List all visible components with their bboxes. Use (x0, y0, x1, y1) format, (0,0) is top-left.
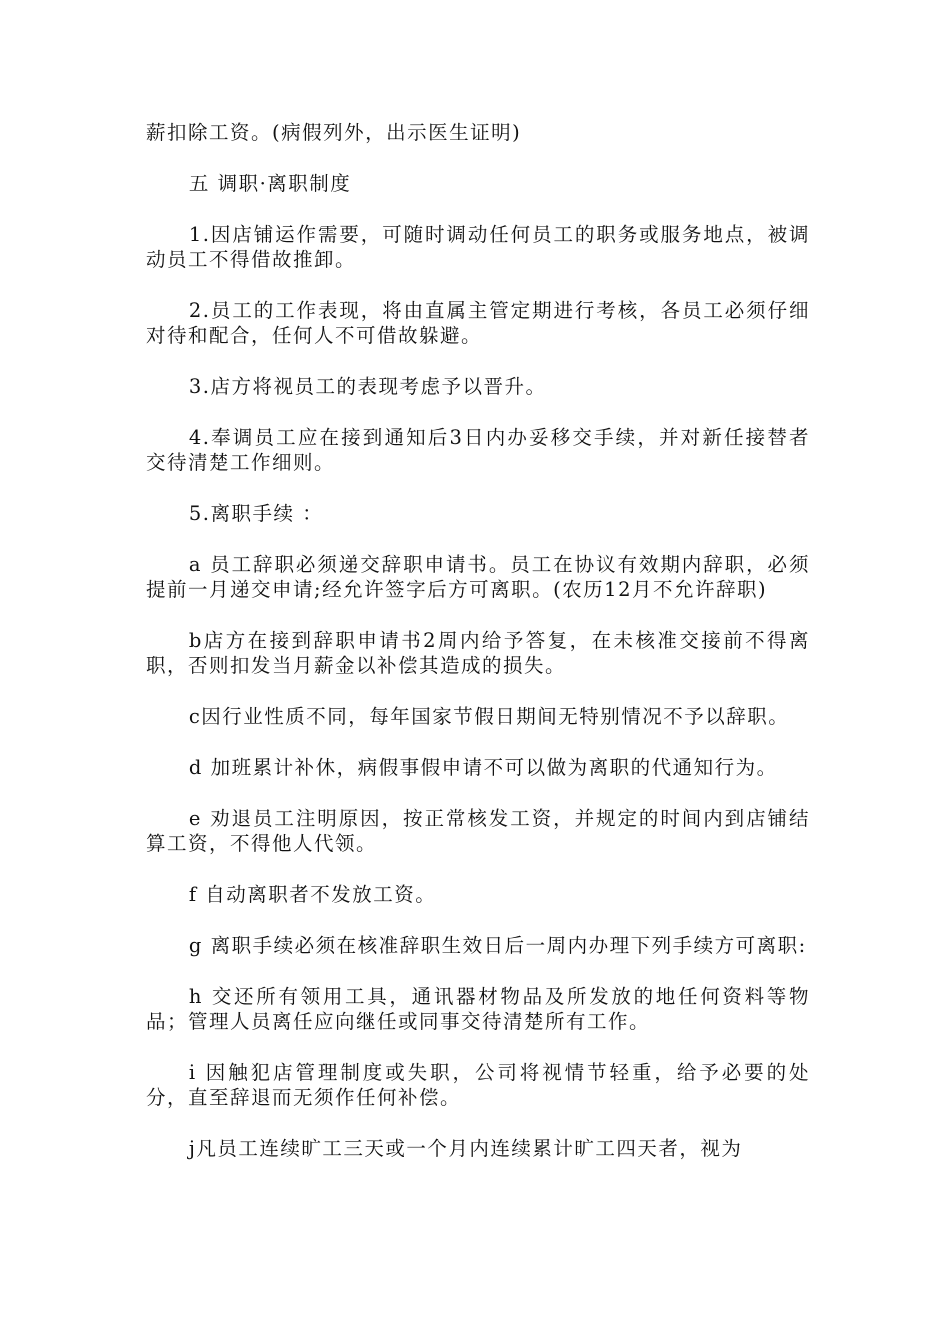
document-body (146, 120, 810, 1187)
paragraph-item-g: g 离职手续必须在核准辞职生效日后一周内办理下列手续方可离职: (188, 934, 807, 957)
paragraph-rule-2: 2.员工的工作表现，将由直属主管定期进行考核，各员工必须仔细对待和配合，任何人不可借故躲避。 (146, 299, 810, 347)
paragraph-item-f: f 自动离职者不发放工资。 (188, 883, 437, 906)
section-heading-transfer-resignation: 五 调职·离职制度 (188, 172, 352, 195)
paragraph-item-b: b店方在接到辞职申请书2周内给予答复，在未核准交接前不得离职，否则扣发当月薪金以补偿其造成的损失。 (146, 629, 810, 677)
paragraph-item-d: d 加班累计补休，病假事假申请不可以做为离职的代通知行为。 (188, 756, 778, 779)
paragraph-item-i: i 因触犯店管理制度或失职，公司将视情节轻重，给予必要的处分，直至辞退而无须作任何补偿。 (146, 1061, 810, 1109)
paragraph-rule-3: 3.店方将视员工的表现考虑予以晋升。 (188, 375, 547, 398)
paragraph-item-h: h 交还所有领用工具，通讯器材物品及所发放的地任何资料等物品；管理人员离任应向继任或同事交待清楚所有工作。 (146, 985, 810, 1033)
paragraph-rule-4: 4.奉调员工应在接到通知后3日内办妥移交手续，并对新任接替者交待清楚工作细则。 (146, 426, 810, 474)
paragraph-item-j: j凡员工连续旷工三天或一个月内连续累计旷工四天者，视为 (188, 1137, 743, 1160)
paragraph-item-c: c因行业性质不同，每年国家节假日期间无特别情况不予以辞职。 (188, 705, 790, 728)
paragraph-continuation: 薪扣除工资。(病假列外，出示医生证明) (146, 121, 522, 144)
paragraph-rule-5-heading: 5.离职手续 ： (188, 502, 324, 525)
paragraph-rule-1: 1.因店铺运作需要，可随时调动任何员工的职务或服务地点，被调动员工不得借故推卸。 (146, 223, 810, 271)
paragraph-item-a: a 员工辞职必须递交辞职申请书。员工在协议有效期内辞职，必须提前一月递交申请;经允许签字后方可离职。(农历12月不允许辞职) (146, 553, 810, 601)
paragraph-item-e: e 劝退员工注明原因，按正常核发工资，并规定的时间内到店铺结算工资，不得他人代领。 (146, 807, 810, 855)
